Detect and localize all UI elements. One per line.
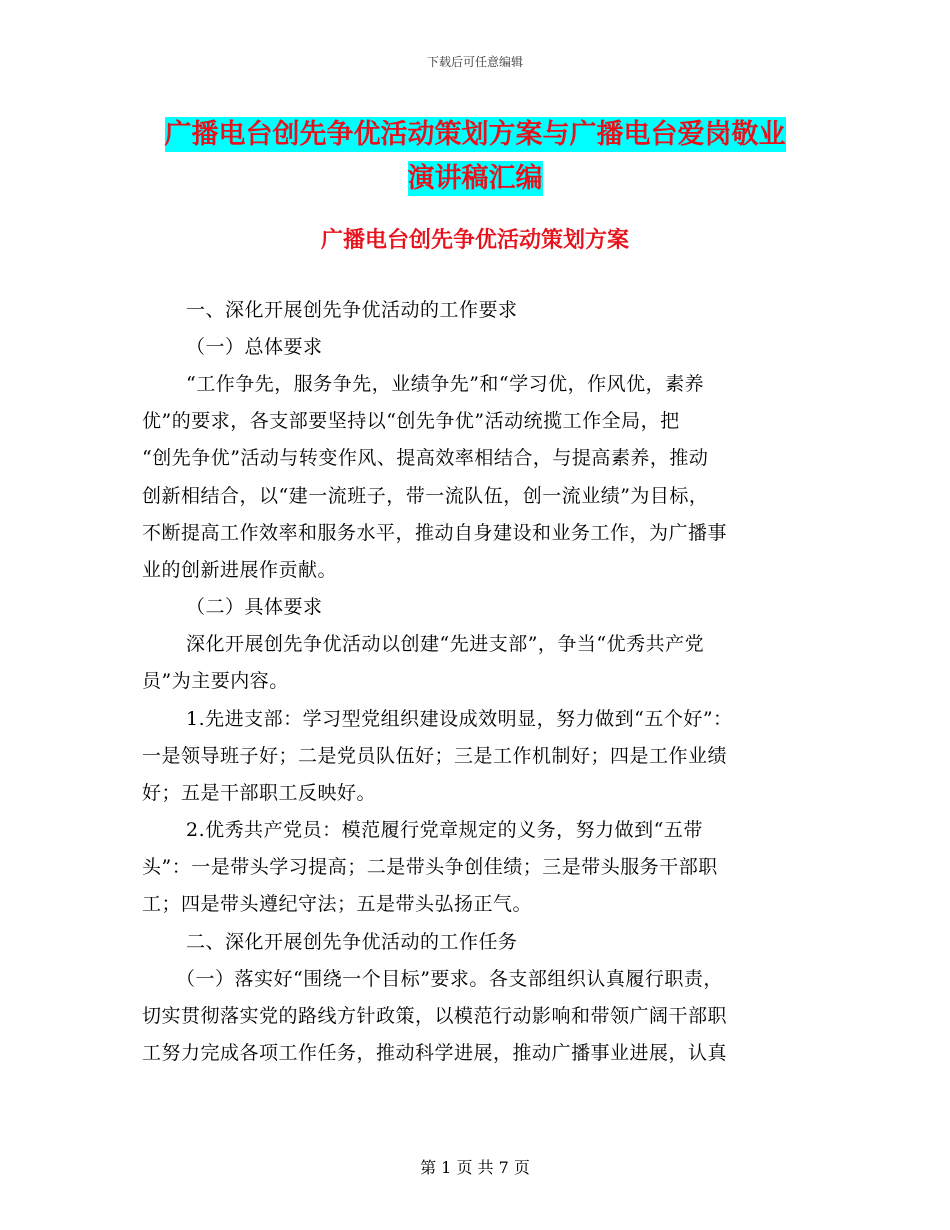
paragraph-line: “创先争优”活动与转变作风、提高效率相结合，与提高素养，推动 (142, 447, 709, 469)
paragraph-line: 优”的要求，各支部要坚持以“创先争优”活动统揽工作全局，把 (142, 410, 680, 432)
paragraph-line: 创新相结合，以“建一流班子，带一流队伍，创一流业绩”为目标， (142, 485, 709, 507)
paragraph-line: 不断提高工作效率和服务水平，推动自身建设和业务工作，为广播事 (142, 522, 728, 544)
paragraph-line: “工作争先，服务争先，业绩争先”和“学习优，作风优，素养 (186, 373, 705, 395)
section-title: 广播电台创先争优活动策划方案 (320, 228, 629, 253)
page-footer: 第 1 页 共 7 页 (420, 1158, 530, 1177)
header-note: 下载后可任意编辑 (426, 55, 523, 69)
list-item-line: 好；五是干部职工反映好。 (142, 782, 377, 804)
paragraph-line: 深化开展创先争优活动以创建“先进支部”，争当“优秀共产党 (186, 633, 705, 655)
list-item-line: 1.先进支部：学习型党组织建设成效明显，努力做到“五个好”： (186, 708, 733, 730)
heading-1: 一、深化开展创先争优活动的工作要求 (186, 299, 518, 321)
list-item-line: 头”：一是带头学习提高；二是带头争创佳绩；三是带头服务干部职 (142, 856, 718, 878)
paragraph-line: 业的创新进展作贡献。 (142, 559, 338, 581)
list-item-line: 一是领导班子好；二是党员队伍好；三是工作机制好；四是工作业绩 (142, 745, 728, 767)
list-item-line: 工；四是带头遵纪守法；五是带头弘扬正气。 (142, 893, 533, 915)
document-title-line-1 (0, 112, 950, 151)
title-highlight-2: 演讲稿汇编 (407, 163, 543, 194)
heading-2: 二、深化开展创先争优活动的工作任务 (186, 931, 518, 953)
title-highlight-1: 广播电台创先争优活动策划方案与广播电台爱岗敬业 (164, 119, 786, 150)
list-item-line: 2.优秀共产党员：模范履行党章规定的义务，努力做到“五带 (186, 819, 703, 841)
document-title-line-2 (0, 156, 950, 195)
subheading-2: （二）具体要求 (186, 596, 323, 618)
paragraph-line: 工努力完成各项工作任务，推动科学进展，推动广播事业进展，认真 (142, 1042, 728, 1064)
paragraph-line: 切实贯彻落实党的路线方针政策，以模范行动影响和带领广阔干部职 (142, 1005, 728, 1027)
paragraph-line: （一）落实好“围绕一个目标”要求。各支部组织认真履行职责， (176, 968, 723, 990)
paragraph-line: 员”为主要内容。 (142, 670, 289, 692)
subheading-1: （一）总体要求 (186, 336, 323, 358)
